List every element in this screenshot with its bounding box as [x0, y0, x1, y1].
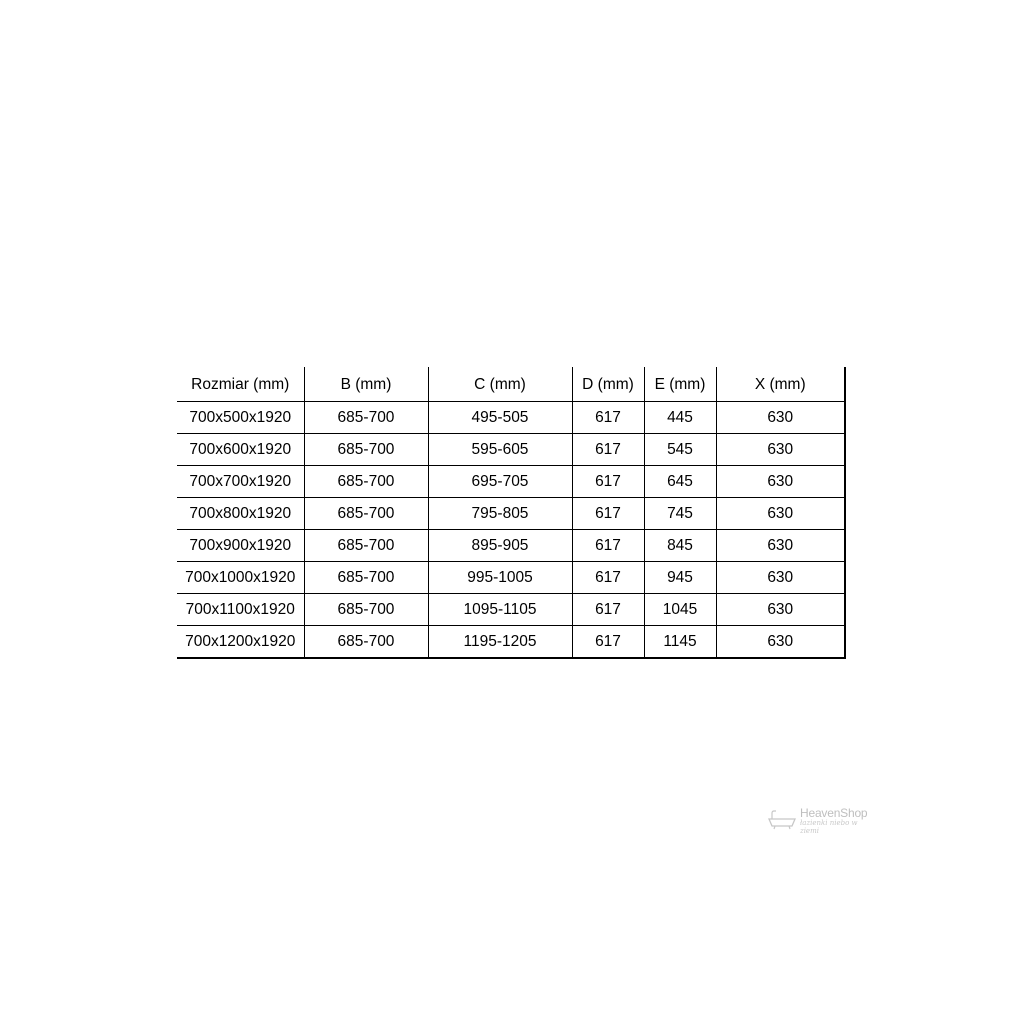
table-row: [177, 434, 845, 466]
table-header-row: [177, 367, 845, 402]
cell-b: 685-700: [304, 626, 428, 659]
cell-rozmiar: 700x1100x1920: [177, 594, 304, 626]
table-row: [177, 626, 845, 659]
cell-d: 617: [572, 466, 644, 498]
cell-b: 685-700: [304, 530, 428, 562]
cell-b: 685-700: [304, 466, 428, 498]
cell-b: 685-700: [304, 562, 428, 594]
cell-e: 645: [644, 466, 716, 498]
header-b: B (mm): [304, 367, 428, 402]
cell-x: 630: [716, 498, 845, 530]
cell-b: 685-700: [304, 402, 428, 434]
cell-c: 1195-1205: [428, 626, 572, 659]
cell-b: 685-700: [304, 498, 428, 530]
cell-rozmiar: 700x600x1920: [177, 434, 304, 466]
cell-rozmiar: 700x1000x1920: [177, 562, 304, 594]
table-row: [177, 466, 845, 498]
cell-d: 617: [572, 402, 644, 434]
cell-d: 617: [572, 498, 644, 530]
cell-c: 495-505: [428, 402, 572, 434]
cell-d: 617: [572, 434, 644, 466]
header-rozmiar: Rozmiar (mm): [177, 367, 304, 402]
cell-c: 895-905: [428, 530, 572, 562]
header-x: X (mm): [716, 367, 845, 402]
cell-rozmiar: 700x500x1920: [177, 402, 304, 434]
cell-c: 595-605: [428, 434, 572, 466]
cell-e: 1045: [644, 594, 716, 626]
table-row: [177, 562, 845, 594]
cell-e: 745: [644, 498, 716, 530]
cell-x: 630: [716, 594, 845, 626]
watermark-tagline: łazienki niebo w ziemi: [800, 819, 858, 835]
cell-e: 1145: [644, 626, 716, 659]
table-row: [177, 594, 845, 626]
watermark-brand: HeavenShop: [800, 806, 868, 820]
header-d: D (mm): [572, 367, 644, 402]
table-body: [177, 402, 845, 659]
cell-c: 695-705: [428, 466, 572, 498]
cell-x: 630: [716, 466, 845, 498]
cell-d: 617: [572, 594, 644, 626]
cell-e: 545: [644, 434, 716, 466]
cell-c: 1095-1105: [428, 594, 572, 626]
header-e: E (mm): [644, 367, 716, 402]
cell-d: 617: [572, 530, 644, 562]
cell-b: 685-700: [304, 434, 428, 466]
cell-d: 617: [572, 562, 644, 594]
cell-c: 995-1005: [428, 562, 572, 594]
cell-rozmiar: 700x1200x1920: [177, 626, 304, 659]
cell-d: 617: [572, 626, 644, 659]
table-row: [177, 498, 845, 530]
bathtub-icon: [766, 810, 798, 830]
cell-x: 630: [716, 626, 845, 659]
cell-x: 630: [716, 562, 845, 594]
heavenshop-watermark: [766, 806, 876, 835]
cell-b: 685-700: [304, 594, 428, 626]
cell-x: 630: [716, 530, 845, 562]
table-row: [177, 530, 845, 562]
cell-rozmiar: 700x900x1920: [177, 530, 304, 562]
cell-e: 945: [644, 562, 716, 594]
dimensions-table: [177, 367, 846, 659]
cell-x: 630: [716, 434, 845, 466]
cell-rozmiar: 700x800x1920: [177, 498, 304, 530]
table-row: [177, 402, 845, 434]
cell-e: 445: [644, 402, 716, 434]
cell-c: 795-805: [428, 498, 572, 530]
cell-x: 630: [716, 402, 845, 434]
cell-e: 845: [644, 530, 716, 562]
cell-rozmiar: 700x700x1920: [177, 466, 304, 498]
header-c: C (mm): [428, 367, 572, 402]
